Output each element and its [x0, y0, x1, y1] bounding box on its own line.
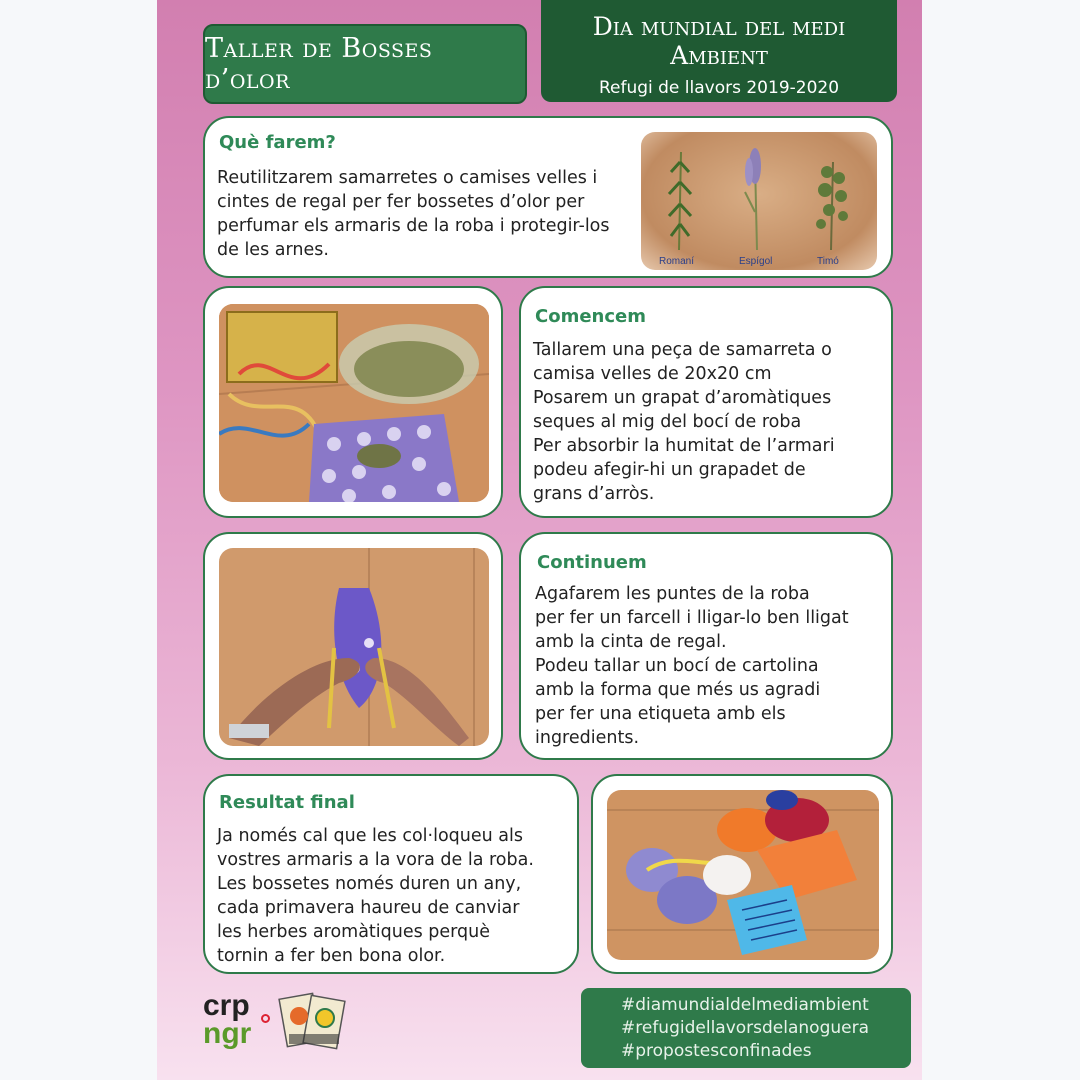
resultat-line: vostres armaris a la vora de la roba. [217, 850, 534, 870]
continuem-line: ingredients. [535, 728, 640, 748]
event-title-box [541, 0, 897, 102]
continuem-text [535, 582, 849, 750]
resultat-line: tornin a fer ben bona olor. [217, 946, 446, 966]
result-photo [607, 790, 879, 960]
continuem-title: Continuem [537, 552, 647, 573]
continuem-line: amb la cinta de regal. [535, 632, 727, 652]
comencem-text [533, 338, 835, 506]
resultat-line: Ja només cal que les col·loqueu als [217, 826, 523, 846]
poster [157, 0, 922, 1080]
comencem-line: Per absorbir la humitat de l’armari [533, 436, 835, 456]
resultat-line: les herbes aromàtiques perquè [217, 922, 491, 942]
materials-photo [219, 304, 489, 502]
hashtag: #refugidellavorsdelanoguera [621, 1018, 870, 1038]
comencem-title: Comencem [535, 306, 646, 327]
logo-line-1: crp [203, 989, 250, 1022]
herbs-illustration [641, 132, 877, 270]
continuem-line: Podeu tallar un bocí de cartolina [535, 656, 819, 676]
hashtag: #diamundialdelmediambient [621, 995, 869, 1015]
card-comencem [519, 286, 893, 518]
crp-ngr-logo [203, 989, 273, 1054]
comencem-line: grans d’arròs. [533, 484, 655, 504]
logo-line-2: ngr [203, 1017, 252, 1050]
resultat-text [217, 824, 534, 968]
materials-illustration [219, 304, 489, 502]
que-farem-text: Reutilitzarem samarretes o camises velles i cintes de regal per fer bossetes d’olor per perfumar els armaris de la roba i protegir-los de les arnes. [217, 168, 610, 260]
result-illustration [607, 790, 879, 960]
card-result-photo [591, 774, 893, 974]
herb-label-espigol: Espígol [739, 256, 773, 267]
card-materials-photo [203, 286, 503, 518]
card-que-farem [203, 116, 893, 278]
continuem-line: Agafarem les puntes de la roba [535, 584, 810, 604]
resultat-title: Resultat final [219, 792, 355, 813]
comencem-line: seques al mig del bocí de roba [533, 412, 802, 432]
logo-dot [261, 1014, 270, 1023]
continuem-line: amb la forma que més us agradi [535, 680, 821, 700]
comencem-line: Posarem un grapat d’aromàtiques [533, 388, 832, 408]
continuem-line: per fer un farcell i lligar-lo ben lligat [535, 608, 849, 628]
seed-packets-icon [277, 990, 349, 1054]
event-subtitle: Refugi de llavors 2019-2020 [598, 78, 840, 98]
hashtags-box [581, 988, 911, 1068]
card-resultat-final [203, 774, 579, 974]
continuem-line: per fer una etiqueta amb els [535, 704, 786, 724]
hashtag: #propostesconfinades [621, 1041, 812, 1061]
card-continuem [519, 532, 893, 760]
comencem-line: podeu afegir-hi un grapadet de [533, 460, 806, 480]
hands-photo [219, 548, 489, 746]
hands-illustration [219, 548, 489, 746]
comencem-line: Tallarem una peça de samarreta o [533, 340, 832, 360]
herb-label-timo: Timó [817, 256, 839, 267]
herbs-photo [641, 132, 877, 270]
event-title: Dia mundial del medi Ambient [592, 12, 846, 70]
comencem-line: camisa velles de 20x20 cm [533, 364, 772, 384]
resultat-line: Les bossetes només duren un any, [217, 874, 522, 894]
resultat-line: cada primavera haureu de canviar [217, 898, 520, 918]
herb-label-romani: Romaní [659, 256, 695, 267]
que-farem-title: Què farem? [219, 132, 336, 153]
workshop-title-box [203, 24, 527, 104]
card-hands-photo [203, 532, 503, 760]
workshop-title: Taller de Bosses d’olor [205, 33, 433, 95]
